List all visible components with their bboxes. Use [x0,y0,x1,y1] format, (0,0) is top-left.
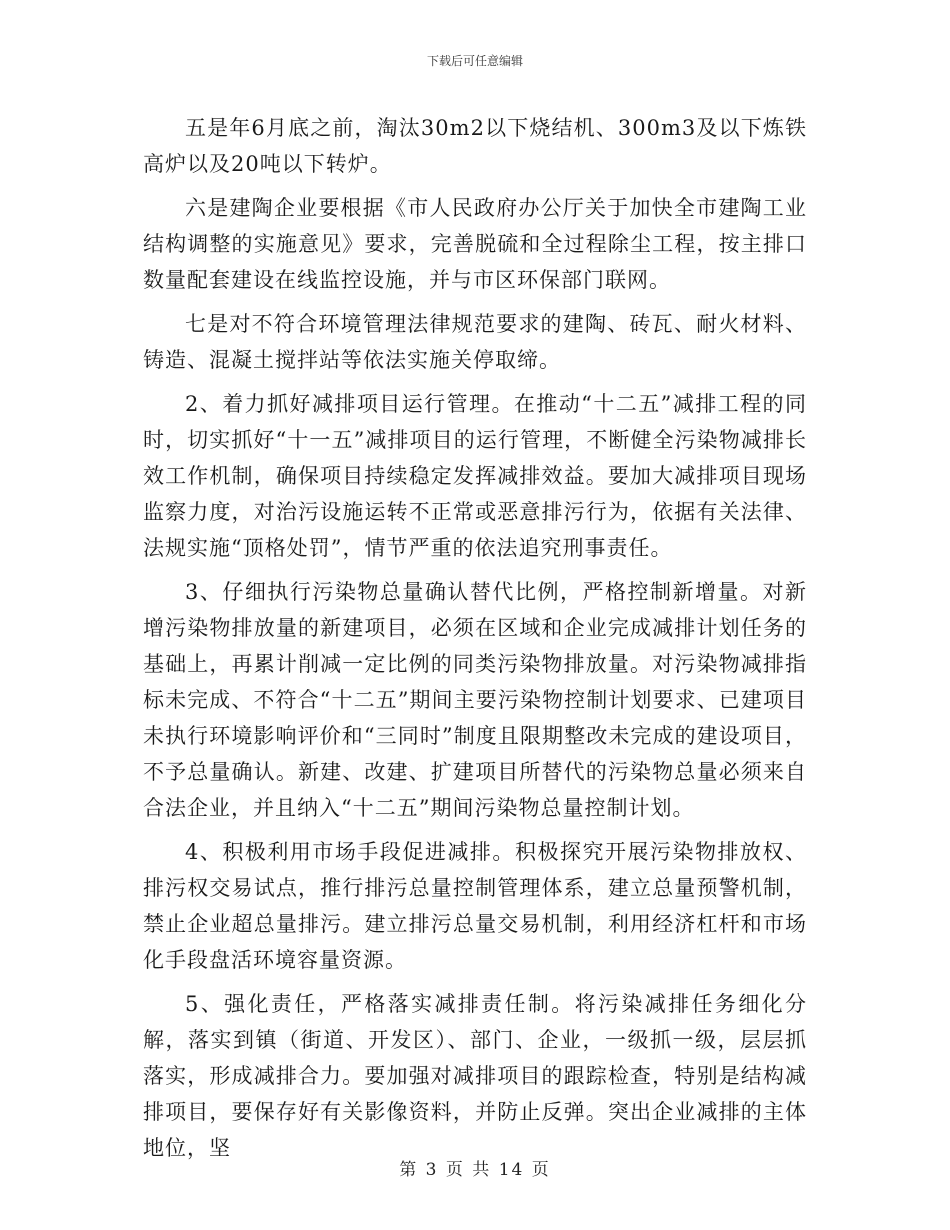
paragraph-6: 4、积极利用市场手段促进减排。积极探究开展污染物排放权、排污权交易试点，推行排污总量控制管理体系，建立总量预警机制，禁止企业超总量排污。建立排污总量交易机制，利用经济杠杆和市场化手段盘活环境容量资源。 [143,840,807,972]
document-body [143,110,807,1166]
paragraph-7: 5、强化责任，严格落实减排责任制。将污染减排任务细化分解，落实到镇（街道、开发区）、部门、企业，一级抓一级，层层抓落实，形成减排合力。要加强对减排项目的跟踪检查，特别是结构减排项目，要保存好有关影像资料，并防止反弹。突出企业减排的主体地位，坚 [143,992,807,1160]
page-number: 第 3 页 共 14 页 [399,1160,551,1180]
paragraph-1: 五是年6月底之前，淘汰30m2以下烧结机、300m3及以下炼铁高炉以及20吨以下转炉。 [143,116,807,176]
paragraph-4: 2、着力抓好减排项目运行管理。在推动“十二五”减排工程的同时，切实抓好“十一五”减排项目的运行管理，不断健全污染物减排长效工作机制，确保项目持续稳定发挥减排效益。要加大减排项目现场监察力度，对治污设施运转不正常或恶意排污行为，依据有关法律、法规实施“顶格处罚”，情节严重的依法追究刑事责任。 [143,392,807,560]
paragraph-5: 3、仔细执行污染物总量确认替代比例，严格控制新增量。对新增污染物排放量的新建项目，必须在区域和企业完成减排计划任务的基础上，再累计削减一定比例的同类污染物排放量。对污染物减排指标未完成、不符合“十二五”期间主要污染物控制计划要求、已建项目未执行环境影响评价和“三同时”制度且限期整改未完成的建设项目，不予总量确认。新建、改建、扩建项目所替代的污染物总量必须来自合法企业，并且纳入“十二五”期间污染物总量控制计划。 [143,580,807,820]
page-header: 下载后可任意编辑 [426,54,523,68]
paragraph-3: 七是对不符合环境管理法律规范要求的建陶、砖瓦、耐火材料、铸造、混凝土搅拌站等依法实施关停取缔。 [143,312,807,372]
paragraph-2: 六是建陶企业要根据《市人民政府办公厅关于加快全市建陶工业结构调整的实施意见》要求，完善脱硫和全过程除尘工程，按主排口数量配套建设在线监控设施，并与市区环保部门联网。 [143,196,807,292]
